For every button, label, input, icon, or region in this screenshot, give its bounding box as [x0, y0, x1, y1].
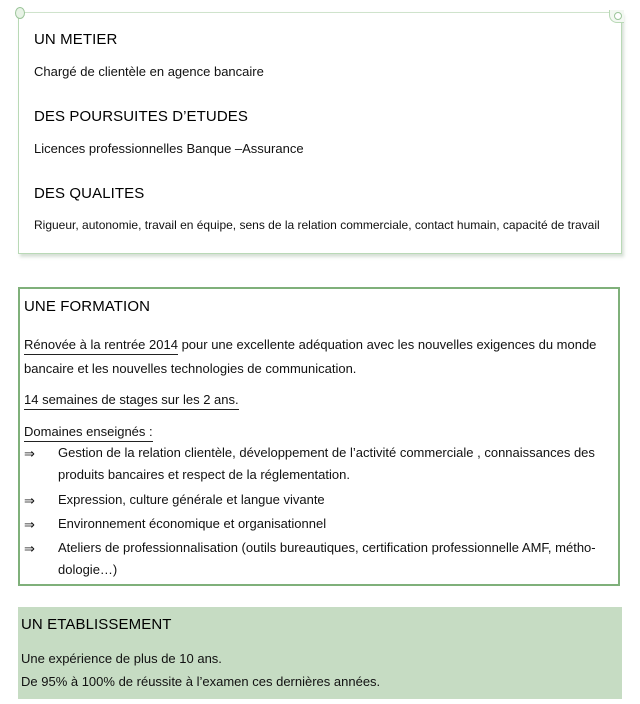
domaine-item: Expression, culture générale et langue vivante	[58, 492, 325, 507]
formation-intro-line2: bancaire et les nouvelles technologies de communication.	[24, 361, 357, 376]
domaine-item: Environnement économique et organisationnel	[58, 516, 327, 531]
scroll-curl-right-icon	[609, 10, 624, 23]
formation-panel	[18, 287, 620, 586]
poursuites-text: Licences professionnelles Banque –Assurance	[34, 141, 304, 156]
poursuites-title: DES POURSUITES D’ETUDES	[34, 108, 248, 125]
etablissement-title: UN ETABLISSEMENT	[21, 616, 172, 633]
formation-intro-line1	[24, 337, 596, 355]
formation-intro-rest: pour une excellente adéquation avec les nouvelles exigences du monde	[177, 337, 597, 352]
metier-text: Chargé de clientèle en agence bancaire	[34, 64, 264, 79]
scroll-curl-left-icon	[15, 7, 25, 19]
qualites-title: DES QUALITES	[34, 185, 145, 202]
arrow-right-icon: ⇒	[24, 446, 35, 461]
etablissement-line1: Une expérience de plus de 10 ans.	[21, 651, 222, 666]
metier-title: UN METIER	[34, 31, 118, 48]
domaine-item: Gestion de la relation clientèle, développement de l’activité commerciale , connaissances des produits bancaires et respect de la réglementation.	[58, 445, 595, 482]
arrow-right-icon: ⇒	[24, 493, 35, 508]
etablissement-panel	[18, 607, 622, 699]
formation-intro-underlined: Rénovée à la rentrée 2014	[24, 337, 178, 355]
arrow-right-icon: ⇒	[24, 517, 35, 532]
domaine-item: Ateliers de professionnalisation (outils bureautiques, certification professionnelle AMF, métho- dologie…)	[58, 540, 596, 577]
formation-domaines-label: Domaines enseignés :	[24, 424, 153, 442]
formation-title: UNE FORMATION	[24, 298, 151, 315]
qualites-text: Rigueur, autonomie, travail en équipe, sens de la relation commerciale, contact humain, capacité de travail	[34, 218, 600, 232]
arrow-right-icon: ⇒	[24, 541, 35, 556]
etablissement-line2: De 95% à 100% de réussite à l’examen ces dernières années.	[21, 674, 381, 689]
formation-stages: 14 semaines de stages sur les 2 ans.	[24, 392, 239, 410]
scroll-panel	[18, 12, 622, 254]
